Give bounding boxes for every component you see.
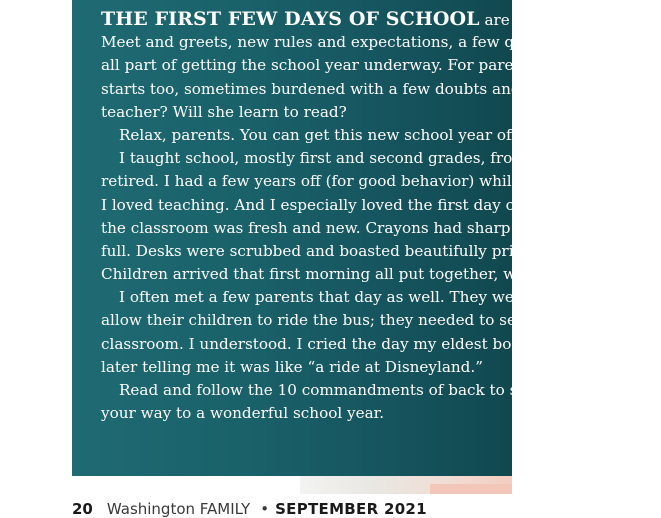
- article-line-14: allow their children to ride the bus; they needed to see th: [101, 311, 546, 330]
- article-line-5: teacher? Will she learn to read?: [101, 102, 347, 121]
- page-folio: [72, 500, 427, 518]
- article-line-4: starts too, sometimes burdened with a few doubts and f: [101, 79, 532, 98]
- article-line-1: [101, 8, 661, 31]
- lead-heading: THE FIRST FEW DAYS OF SCHOOL: [101, 8, 480, 30]
- article-line-12: Children arrived that first morning all put together, wear: [101, 265, 542, 284]
- article-line-9: I loved teaching. And I especially loved the first day of sch: [101, 195, 552, 214]
- article-body: [101, 8, 661, 425]
- footer-decor-peach: [430, 484, 512, 494]
- folio-separator: •: [260, 500, 270, 518]
- page-number: 20: [72, 500, 93, 518]
- article-line-16: later telling me it was like “a ride at Disneyland.”: [101, 357, 483, 376]
- article-line-15: classroom. I understood. I cried the day my eldest boarde: [101, 334, 547, 353]
- lead-continuation: are imp: [484, 11, 544, 29]
- article-line-3: all part of getting the school year underway. For parents: [101, 56, 538, 75]
- page-left-margin: [0, 0, 72, 476]
- article-line-8: retired. I had a few years off (for good behavior) while I r: [101, 172, 544, 191]
- article-line-13: I often met a few parents that day as well. They were th: [119, 288, 551, 307]
- article-line-7: I taught school, mostly first and second grades, from 19: [119, 149, 551, 168]
- article-line-17: Read and follow the 10 commandments of back to sch: [119, 381, 536, 399]
- article-panel: [72, 0, 552, 476]
- article-line-11: full. Desks were scrubbed and boasted beautifully printed: [101, 241, 549, 260]
- article-line-10: the classroom was fresh and new. Crayons had sharp poi: [101, 218, 540, 237]
- issue-date: SEPTEMBER 2021: [275, 500, 427, 518]
- magazine-name: Washington FAMILY: [106, 500, 251, 518]
- article-line-6: Relax, parents. You can get this new school year off to: [119, 125, 537, 144]
- article-line-18: your way to a wonderful school year.: [101, 404, 385, 423]
- article-line-2: Meet and greets, new rules and expectations, a few quea: [101, 33, 542, 52]
